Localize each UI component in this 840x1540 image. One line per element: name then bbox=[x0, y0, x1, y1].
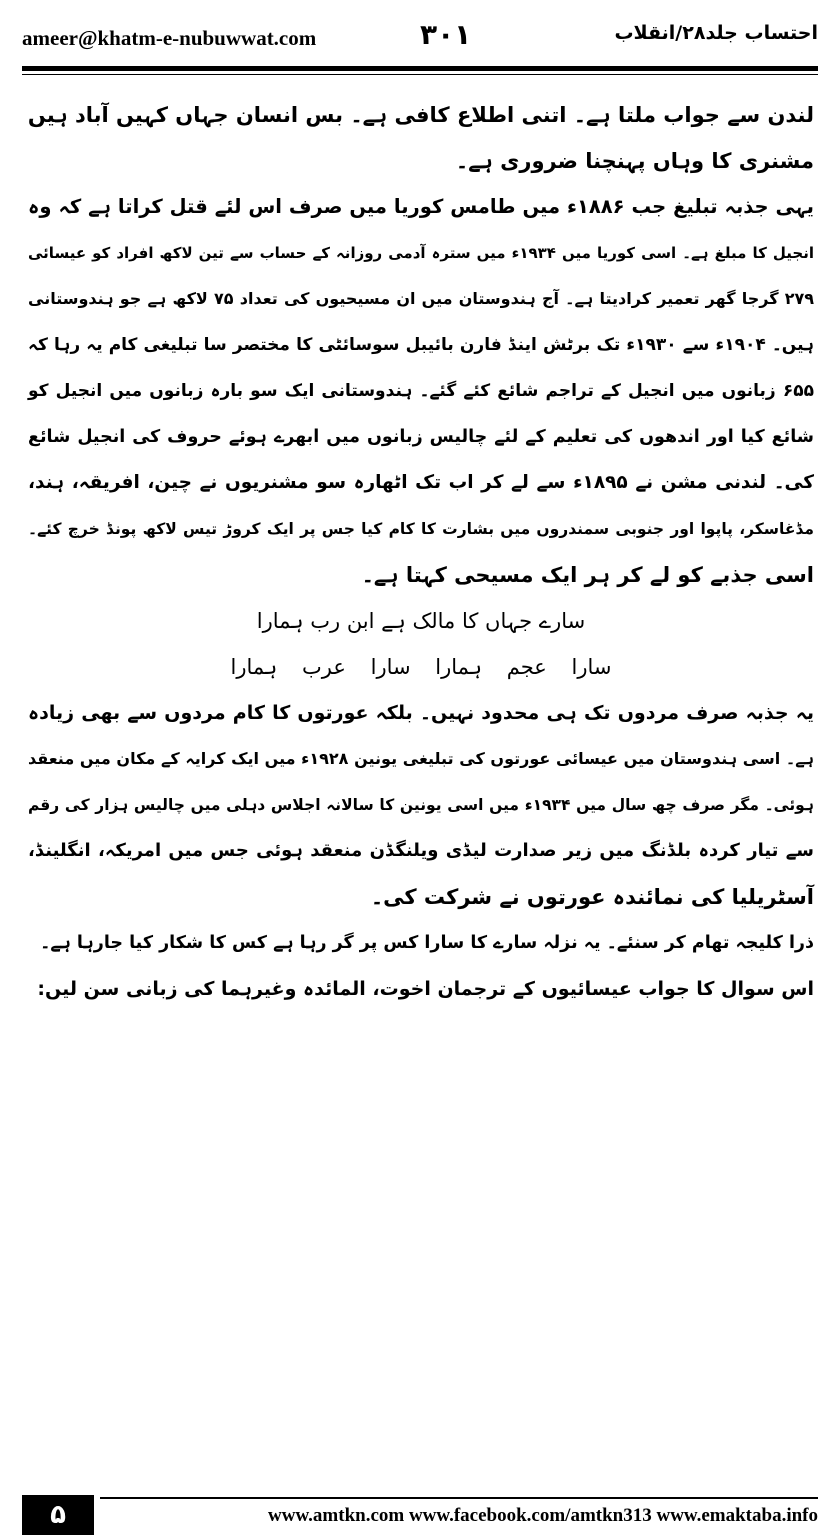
book-title: احتساب جلد۲۸/انقلاب bbox=[614, 22, 818, 44]
footer-page-box: ۵ bbox=[22, 1495, 94, 1535]
text-line: یہ جذبہ صرف مردوں تک ہی محدود نہیں۔ بلکہ عورتوں کا کام مردوں سے بھی زیادہ bbox=[28, 702, 814, 724]
header-rule-thin bbox=[22, 74, 818, 75]
page-number: ۳۰۱ bbox=[420, 18, 472, 51]
text-line: یہی جذبہ تبلیغ جب ۱۸۸۶ء میں طامس کوریا میں صرف اس لئے قتل کراتا ہے کہ وہ bbox=[28, 195, 814, 218]
text-line: مشنری کا وہاں پہنچنا ضروری ہے۔ bbox=[455, 149, 814, 173]
text-line: آسٹریلیا کی نمائندہ عورتوں نے شرکت کی۔ bbox=[370, 885, 814, 909]
text-line: اسی جذبے کو لے کر ہر ایک مسیحی کہتا ہے۔ bbox=[361, 563, 814, 587]
text-line: لندن سے جواب ملتا ہے۔ اتنی اطلاع کافی ہے۔ بس انسان جہاں کہیں آباد ہیں bbox=[27, 103, 814, 127]
text-line: شائع کیا اور اندھوں کی تعلیم کے لئے چالیس زبانوں میں ابھرے ہوئے حروف کی انجیل شائع bbox=[28, 427, 814, 447]
text-line: ذرا کلیجہ تھام کر سنئے۔ یہ نزلہ سارے کا سارا کس پر گر رہا ہے کس کا شکار کیا جارہا ہے۔ bbox=[40, 933, 814, 953]
verse-line: سارے جہاں کا مالک ہے ابن رب ہمارا bbox=[256, 609, 586, 633]
text-line: سے تیار کردہ بلڈنگ میں زیر صدارت لیڈی ویلنگڈن منعقد ہوئی جس میں امریکہ، انگلینڈ، bbox=[28, 840, 814, 861]
text-line: ہوئی۔ مگر صرف چھ سال میں ۱۹۳۴ء میں اسی یونین کا سالانہ اجلاس دہلی میں چالیس ہزار کی رقم bbox=[28, 796, 814, 814]
page-body bbox=[28, 92, 814, 1012]
header-email: ameer@khatm-e-nubuwwat.com bbox=[22, 26, 317, 50]
text-line: مڈغاسکر، پاپوا اور جنوبی سمندروں میں بشارت کا کام کیا جس پر ایک کروڑ تیس لاکھ پونڈ خرچ کئے۔ bbox=[28, 520, 814, 538]
text-line: ہے۔ اسی ہندوستان میں عیسائی عورتوں کی تبلیغی یونین ۱۹۲۸ء میں ایک کرایہ کے مکان میں منعقد bbox=[28, 749, 815, 768]
text-line: کی۔ لندنی مشن نے ۱۸۹۵ء سے لے کر اب تک اٹھارہ سو مشنریوں نے چین، افریقہ، ہند، bbox=[28, 472, 815, 493]
text-line: انجیل کا مبلغ ہے۔ اسی کوریا میں ۱۹۳۴ء میں سترہ آدمی روزانہ کے حساب سے تین لاکھ افراد کو عیسائی bbox=[28, 244, 814, 262]
text-line: ہیں۔ ۱۹۰۴ء سے ۱۹۳۰ء تک برٹش اینڈ فارن بائیبل سوسائٹی کا مختصر سا تبلیغی کام یہ رہا کہ bbox=[28, 335, 815, 355]
text-line: ۲۷۹ گرجا گھر تعمیر کرادیتا ہے۔ آج ہندوستان میں ان مسیحیوں کی تعداد ۷۵ لاکھ ہے جو ہندوستانی bbox=[28, 289, 815, 308]
text-line: ۶۵۵ زبانوں میں انجیل کے تراجم شائع کئے گئے۔ ہندوستانی ایک سو بارہ زبانوں میں انجیل کو bbox=[28, 381, 814, 401]
verse-line: سارا عجم ہمارا سارا عرب ہمارا bbox=[230, 655, 612, 679]
footer-rule bbox=[100, 1497, 818, 1499]
footer-links: www.amtkn.com www.facebook.com/amtkn313 www.emaktaba.info bbox=[268, 1505, 818, 1526]
text-line: اس سوال کا جواب عیسائیوں کے ترجمان اخوت، المائدہ وغیرہما کی زبانی سن لیں: bbox=[37, 978, 814, 1000]
page-header bbox=[22, 18, 818, 62]
header-rule-thick bbox=[22, 66, 818, 71]
